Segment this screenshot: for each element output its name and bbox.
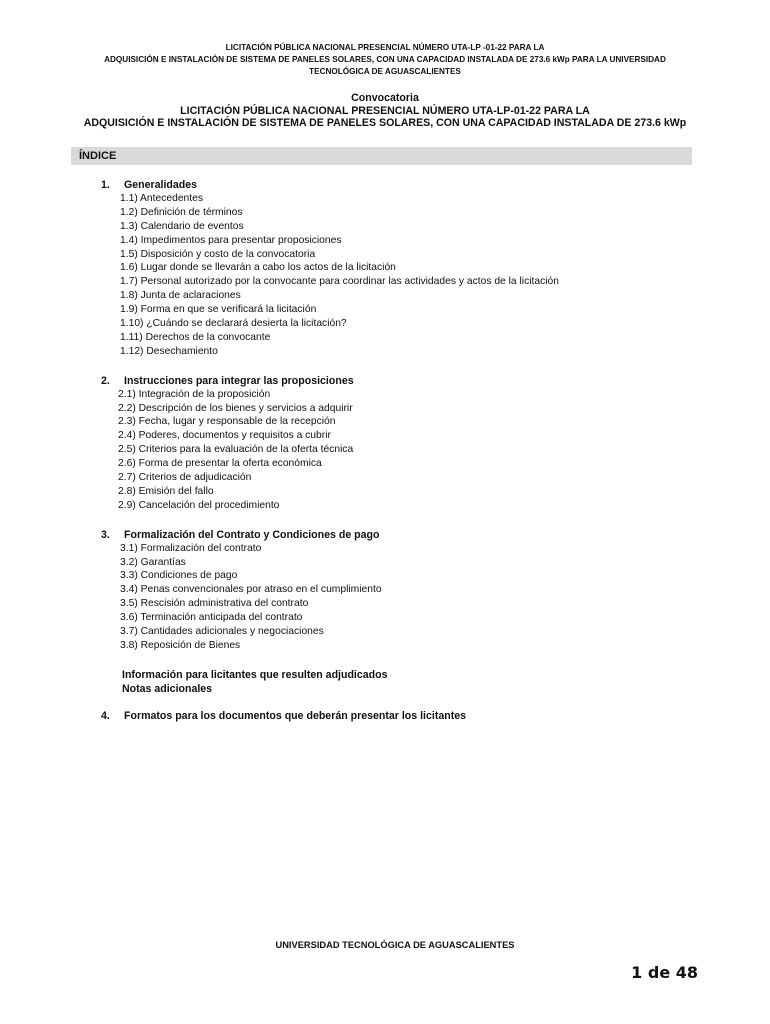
header-line-1: LICITACIÓN PÚBLICA NACIONAL PRESENCIAL NÚMERO UTA-LP -01-22 PARA LA bbox=[225, 43, 545, 52]
page-header bbox=[60, 42, 710, 78]
page-number: 1 de 48 bbox=[631, 963, 698, 982]
convocatoria-title-block bbox=[40, 92, 730, 130]
toc-item[interactable]: 2.8) Emisión del fallo bbox=[118, 485, 214, 497]
toc-item[interactable]: 3.5) Rescisión administrativa del contrato bbox=[120, 598, 309, 610]
toc-item[interactable]: 2.6) Forma de presentar la oferta económica bbox=[118, 458, 322, 470]
toc-item[interactable]: 1.11) Derechos de la convocante bbox=[120, 331, 271, 343]
toc-item-list bbox=[0, 542, 770, 653]
toc-section-heading[interactable] bbox=[0, 374, 770, 388]
section-number: 1. bbox=[101, 179, 110, 191]
toc-item[interactable]: 1.6) Lugar donde se llevarán a cabo los actos de la licitación bbox=[120, 262, 396, 274]
toc-section-4 bbox=[0, 709, 770, 723]
index-heading: ÍNDICE bbox=[71, 147, 692, 165]
toc-item-list bbox=[0, 388, 770, 513]
toc-item[interactable]: 3.6) Terminación anticipada del contrato bbox=[120, 612, 303, 624]
toc-item[interactable]: 2.4) Poderes, documentos y requisitos a cubrir bbox=[118, 430, 331, 442]
toc-section-2 bbox=[0, 374, 770, 513]
section-title: Formatos para los documentos que deberán presentar los licitantes bbox=[124, 709, 467, 722]
toc-section-heading[interactable] bbox=[0, 709, 770, 723]
convocatoria-label: Convocatoria bbox=[351, 92, 419, 104]
toc-section-3 bbox=[0, 528, 770, 653]
toc-item[interactable]: 3.7) Cantidades adicionales y negociaciones bbox=[120, 626, 324, 638]
toc-item[interactable]: 2.5) Criterios para la evaluación de la oferta técnica bbox=[118, 444, 354, 456]
toc-item[interactable]: 3.4) Penas convencionales por atraso en el cumplimiento bbox=[120, 584, 382, 596]
toc-item[interactable]: 1.8) Junta de aclaraciones bbox=[120, 290, 241, 302]
toc-item[interactable]: 2.7) Criterios de adjudicación bbox=[118, 472, 252, 484]
toc-item[interactable]: 2.2) Descripción de los bienes y servicios a adquirir bbox=[118, 402, 353, 414]
section-title: Formalización del Contrato y Condiciones de pago bbox=[124, 528, 380, 541]
toc-item-list bbox=[0, 192, 770, 359]
toc-item[interactable]: 2.9) Cancelación del procedimiento bbox=[118, 499, 280, 511]
header-line-2: ADQUISICIÓN E INSTALACIÓN DE SISTEMA DE PANELES SOLARES, CON UNA CAPACIDAD INSTALADA DE 273.6 kWp PARA LA UNIVERSIDAD bbox=[104, 55, 666, 64]
toc-item[interactable]: 1.12) Desechamiento bbox=[120, 345, 218, 357]
toc-item[interactable]: 1.10) ¿Cuándo se declarará desierta la licitación? bbox=[120, 318, 347, 330]
section-number: 4. bbox=[101, 709, 110, 722]
toc-item[interactable]: 3.3) Condiciones de pago bbox=[120, 570, 238, 582]
toc-item[interactable]: 1.5) Disposición y costo de la convocatoria bbox=[120, 248, 316, 260]
table-of-contents bbox=[0, 178, 770, 738]
toc-item[interactable]: 2.3) Fecha, lugar y responsable de la recepción bbox=[118, 416, 336, 428]
section-title: Generalidades bbox=[124, 179, 198, 191]
toc-item[interactable]: 1.4) Impedimentos para presentar proposiciones bbox=[120, 234, 342, 246]
section-number: 2. bbox=[101, 374, 110, 387]
toc-item[interactable]: 3.8) Reposición de Bienes bbox=[120, 639, 241, 651]
additional-notes-link[interactable]: Notas adicionales bbox=[122, 682, 213, 695]
toc-section-heading[interactable] bbox=[0, 528, 770, 542]
additional-info-block bbox=[0, 668, 770, 696]
footer-institution: UNIVERSIDAD TECNOLÓGICA DE AGUASCALIENTES bbox=[275, 940, 515, 950]
section-title: Instrucciones para integrar las proposiciones bbox=[124, 374, 354, 387]
toc-item[interactable]: 1.2) Definición de términos bbox=[120, 206, 243, 218]
adjudicated-info-link[interactable]: Información para licitantes que resulten adjudicados bbox=[122, 668, 388, 681]
toc-section-heading[interactable] bbox=[0, 178, 770, 192]
toc-item[interactable]: 3.2) Garantías bbox=[120, 556, 186, 568]
toc-item[interactable]: 1.9) Forma en que se verificará la licitación bbox=[120, 304, 317, 316]
toc-item[interactable]: 1.1) Antecedentes bbox=[120, 193, 204, 204]
toc-item[interactable]: 1.3) Calendario de eventos bbox=[120, 220, 244, 232]
section-number: 3. bbox=[101, 528, 110, 541]
toc-item[interactable]: 3.1) Formalización del contrato bbox=[120, 542, 262, 554]
toc-item[interactable]: 2.1) Integración de la proposición bbox=[118, 388, 271, 400]
toc-section-1 bbox=[0, 178, 770, 359]
toc-item[interactable]: 1.7) Personal autorizado por la convocante para coordinar las actividades y actos de la licitación bbox=[120, 276, 560, 288]
header-line-3: TECNOLÓGICA DE AGUASCALIENTES bbox=[309, 67, 461, 76]
convocatoria-line-2: ADQUISICIÓN E INSTALACIÓN DE SISTEMA DE PANELES SOLARES, CON UNA CAPACIDAD INSTALADA DE 273.6 kWp bbox=[83, 117, 687, 129]
convocatoria-line-1: LICITACIÓN PÚBLICA NACIONAL PRESENCIAL NÚMERO UTA-LP-01-22 PARA LA bbox=[180, 104, 590, 117]
